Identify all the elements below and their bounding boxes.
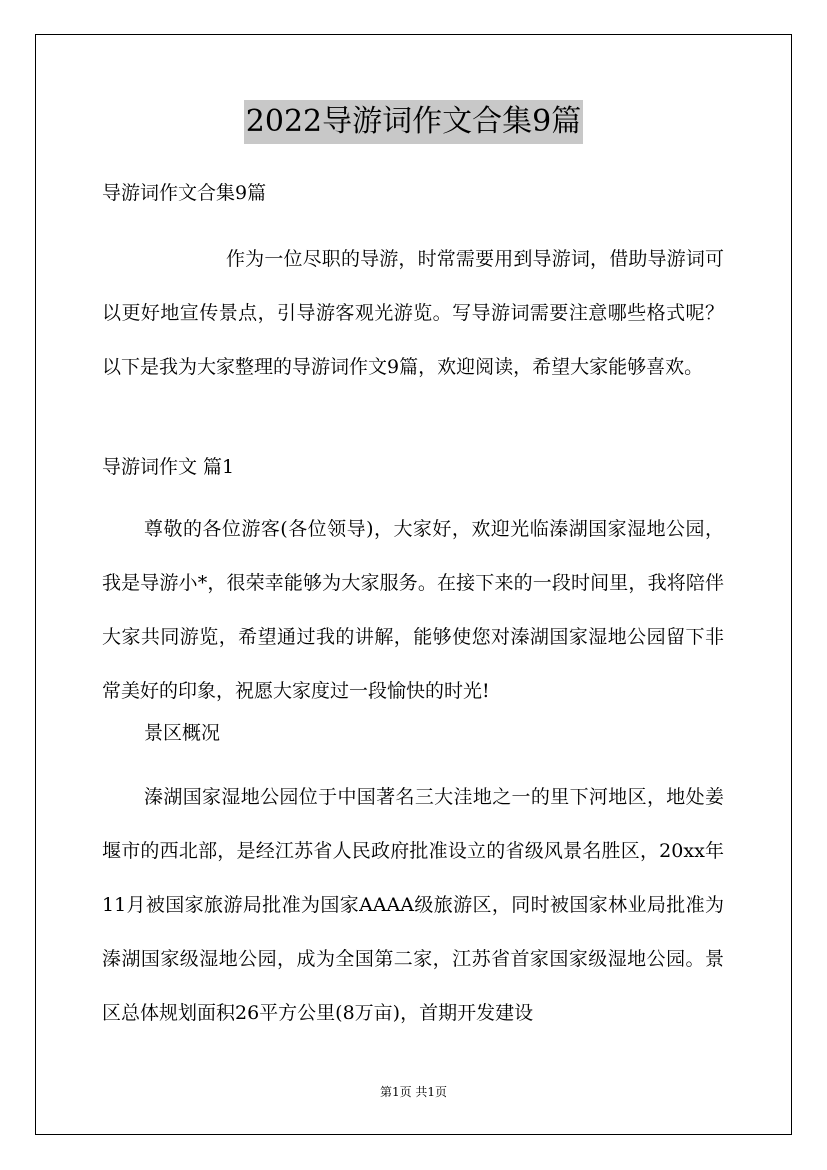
section-heading: 导游词作文 篇1 bbox=[102, 456, 235, 478]
overview-paragraph: 溱湖国家湿地公园位于中国著名三大洼地之一的里下河地区，地处姜堰市的西北部，是经江苏省人民政府批准设立的省级风景名胜区，20xx年11月被国家旅游局批准为国家AAAA级旅游区，同时被国家林业局批准为溱湖国家级湿地公园，成为全国第二家，江苏省首家国家级湿地公园。景区总体规划面积26平方公里(8万亩)，首期开发建设 bbox=[102, 786, 724, 1024]
page-footer: 第1页 共1页 bbox=[379, 1085, 448, 1099]
document-subtitle: 导游词作文合集9篇 bbox=[102, 182, 267, 204]
section-paragraph: 尊敬的各位游客(各位领导)，大家好，欢迎光临溱湖国家湿地公园，我是导游小*，很荣幸能够为大家服务。在接下来的一段时间里，我将陪伴大家共同游览，希望通过我的讲解，能够使您对溱湖国家湿地公园留下非常美好的印象，祝愿大家度过一段愉快的时光! bbox=[102, 518, 724, 702]
document-title: 2022导游词作文合集9篇 bbox=[244, 100, 583, 144]
title-container bbox=[0, 100, 827, 144]
section-subheading: 景区概况 bbox=[144, 722, 221, 744]
intro-paragraph: 作为一位尽职的导游，时常需要用到导游词，借助导游词可以更好地宣传景点，引导游客观光游览。写导游词需要注意哪些格式呢？以下是我为大家整理的导游词作文9篇，欢迎阅读，希望大家能够喜欢。 bbox=[102, 248, 724, 378]
